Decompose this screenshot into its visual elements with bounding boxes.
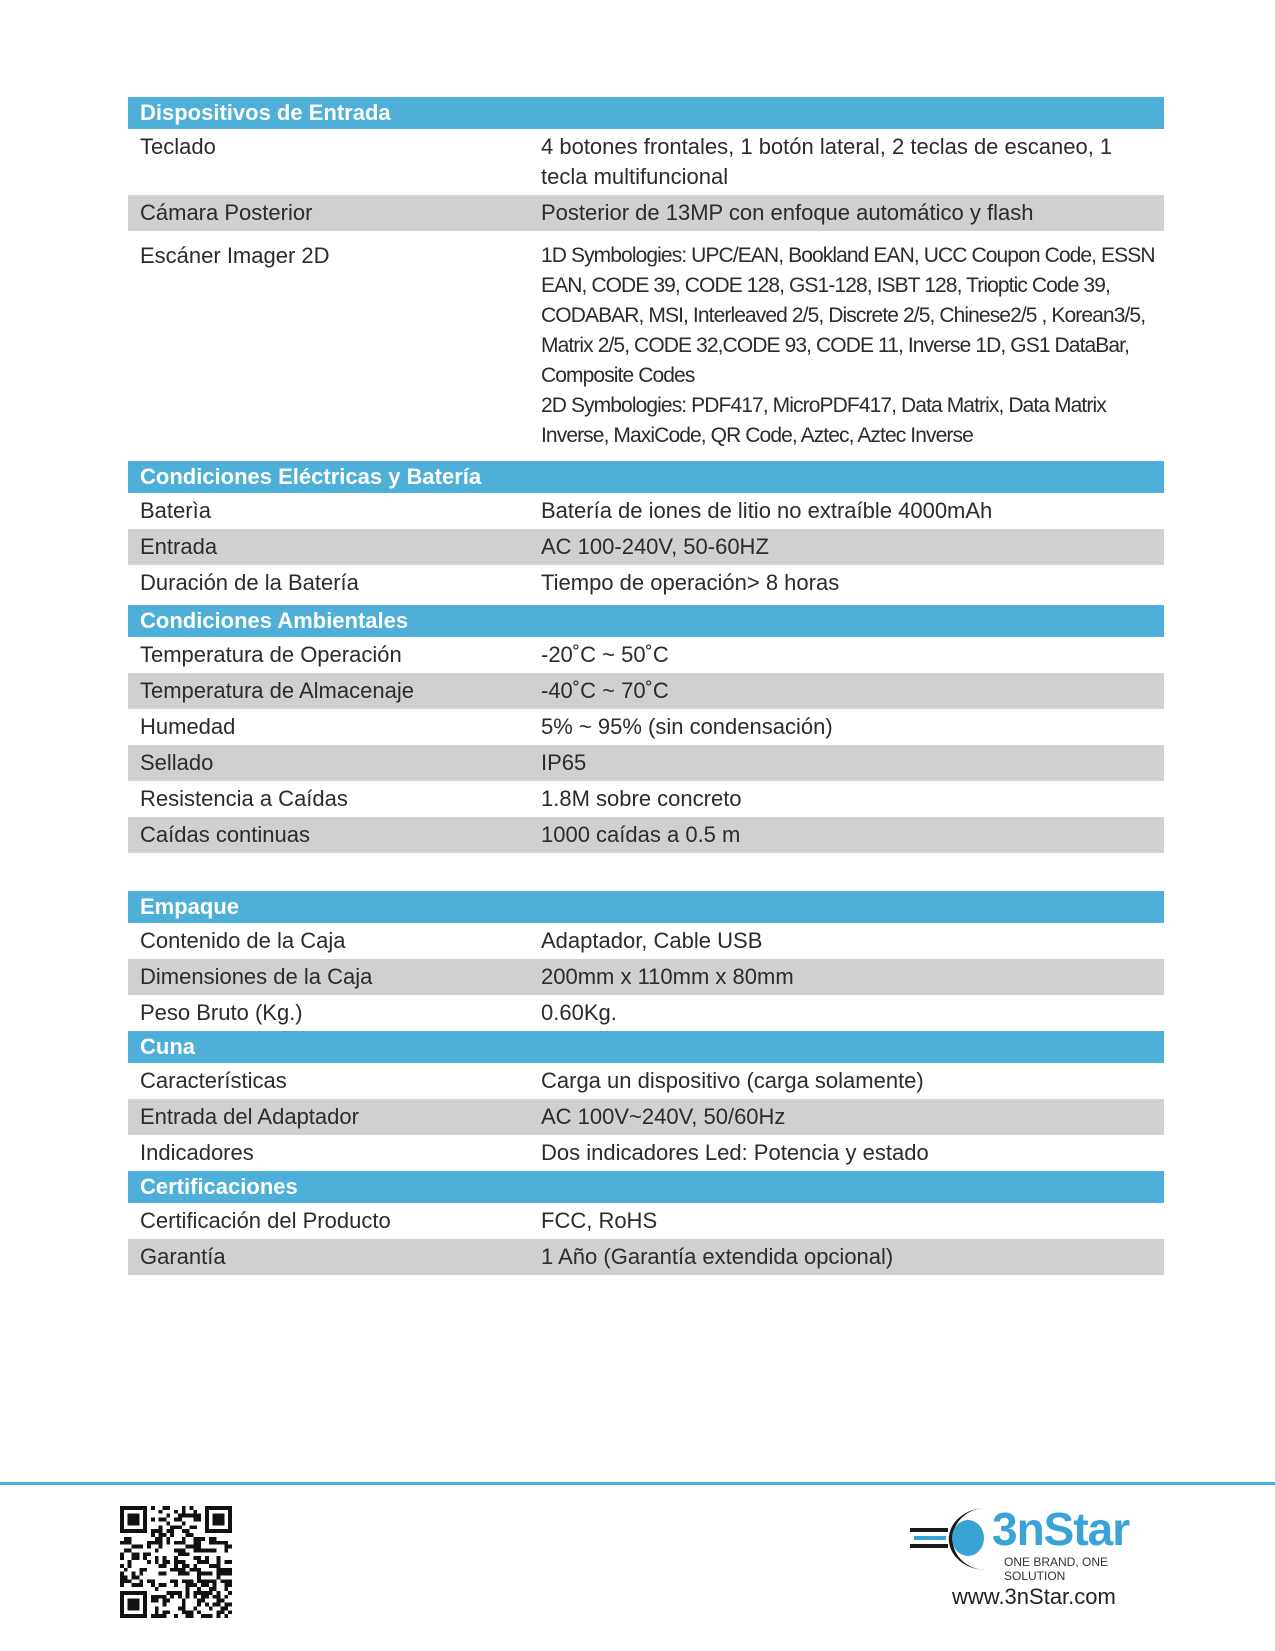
spec-label: Cámara Posterior bbox=[140, 200, 313, 225]
symbologies-1d: 1D Symbologies: UPC/EAN, Bookland EAN, UCC Coupon Code, ESSN EAN, CODE 39, CODE 128, GS1-128, ISBT 128, Trioptic Code 39, CODABAR, MSI, Interleaved 2/5, Discrete 2/5, Chinese2/5 , Korean3/5, Matrix 2/5, CODE 32,CODE 93, CODE 11, Inverse 1D, GS1 DataBar, Composite Codes bbox=[541, 244, 1155, 387]
spec-value bbox=[541, 241, 1164, 451]
spec-row bbox=[128, 709, 1164, 745]
spec-label: Contenido de la Caja bbox=[140, 928, 346, 953]
spec-label: Indicadores bbox=[140, 1140, 254, 1165]
spec-row bbox=[128, 995, 1164, 1031]
spec-value: 1 Año (Garantía extendida opcional) bbox=[541, 1244, 894, 1269]
spec-label: Escáner Imager 2D bbox=[140, 243, 330, 268]
spec-row bbox=[128, 529, 1164, 565]
spec-value: IP65 bbox=[541, 750, 587, 775]
spec-label: Características bbox=[140, 1068, 287, 1093]
spec-value: FCC, RoHS bbox=[541, 1208, 658, 1233]
spec-row bbox=[128, 781, 1164, 817]
spec-value: Dos indicadores Led: Potencia y estado bbox=[541, 1140, 929, 1165]
spec-label: Entrada bbox=[140, 534, 218, 559]
spec-row bbox=[128, 1063, 1164, 1099]
spec-label: Peso Bruto (Kg.) bbox=[140, 1000, 303, 1025]
spec-value: 5% ~ 95% (sin condensación) bbox=[541, 714, 833, 739]
spec-value: 4 botones frontales, 1 botón lateral, 2 teclas de escaneo, 1 tecla multifuncional bbox=[541, 134, 1113, 189]
brand-tagline: ONE BRAND, ONE SOLUTION bbox=[1004, 1555, 1109, 1583]
spec-label: Duración de la Batería bbox=[140, 570, 359, 595]
section-header-packaging: Empaque bbox=[128, 891, 1164, 923]
brand-url[interactable]: www.3nStar.com bbox=[952, 1584, 1116, 1609]
spec-value: -40˚C ~ 70˚C bbox=[541, 678, 669, 703]
spec-row bbox=[128, 565, 1164, 601]
spec-row bbox=[128, 1135, 1164, 1171]
spec-value: 1000 caídas a 0.5 m bbox=[541, 822, 741, 847]
section-header-cradle: Cuna bbox=[128, 1031, 1164, 1063]
footer-divider bbox=[0, 1482, 1275, 1485]
spec-label: Temperatura de Operación bbox=[140, 642, 402, 667]
spec-value: -20˚C ~ 50˚C bbox=[541, 642, 669, 667]
spec-value: Adaptador, Cable USB bbox=[541, 928, 763, 953]
symbologies-2d: 2D Symbologies: PDF417, MicroPDF417, Data Matrix, Data Matrix Inverse, MaxiCode, QR Code, Aztec, Aztec Inverse bbox=[541, 394, 1106, 447]
spec-label: Baterìa bbox=[140, 498, 211, 523]
spec-row bbox=[128, 745, 1164, 781]
spec-label: Sellado bbox=[140, 750, 214, 775]
brand-name: 3nStar bbox=[992, 1503, 1130, 1555]
spec-value: AC 100V~240V, 50/60Hz bbox=[541, 1104, 786, 1129]
spec-label: Certificación del Producto bbox=[140, 1208, 391, 1233]
spec-label: Entrada del Adaptador bbox=[140, 1104, 359, 1129]
spec-sheet bbox=[128, 97, 1164, 1275]
spec-value: AC 100-240V, 50-60HZ bbox=[541, 534, 769, 559]
spec-value: Carga un dispositivo (carga solamente) bbox=[541, 1068, 924, 1093]
qr-code-icon bbox=[120, 1506, 232, 1618]
spec-row bbox=[128, 493, 1164, 529]
spec-row bbox=[128, 923, 1164, 959]
spec-label: Humedad bbox=[140, 714, 236, 739]
spacer bbox=[128, 853, 1164, 891]
spec-value: Posterior de 13MP con enfoque automático y flash bbox=[541, 200, 1034, 225]
spec-row bbox=[128, 195, 1164, 231]
spec-value: 200mm x 110mm x 80mm bbox=[541, 964, 794, 989]
spec-row bbox=[128, 1239, 1164, 1275]
spec-label: Dimensiones de la Caja bbox=[140, 964, 373, 989]
spec-row bbox=[128, 231, 1164, 461]
spec-row bbox=[128, 637, 1164, 673]
section-header-input-devices: Dispositivos de Entrada bbox=[128, 97, 1164, 129]
spec-label: Temperatura de Almacenaje bbox=[140, 678, 414, 703]
spec-label: Resistencia a Caídas bbox=[140, 786, 348, 811]
spec-row bbox=[128, 817, 1164, 853]
section-header-environmental: Condiciones Ambientales bbox=[128, 605, 1164, 637]
spec-row bbox=[128, 673, 1164, 709]
section-header-electrical: Condiciones Eléctricas y Batería bbox=[128, 461, 1164, 493]
spec-value: 1.8M sobre concreto bbox=[541, 786, 742, 811]
spec-label: Caídas continuas bbox=[140, 822, 310, 847]
spec-label: Teclado bbox=[140, 134, 216, 159]
spec-value: 0.60Kg. bbox=[541, 1000, 617, 1025]
spec-value: Batería de iones de litio no extraíble 4000mAh bbox=[541, 498, 993, 523]
spec-row bbox=[128, 959, 1164, 995]
spec-label: Garantía bbox=[140, 1244, 226, 1269]
spec-row bbox=[128, 1099, 1164, 1135]
spec-value: Tiempo de operación> 8 horas bbox=[541, 570, 840, 595]
section-header-certifications: Certificaciones bbox=[128, 1171, 1164, 1203]
brand-block bbox=[908, 1500, 1158, 1620]
spec-row bbox=[128, 129, 1164, 195]
spec-row bbox=[128, 1203, 1164, 1239]
